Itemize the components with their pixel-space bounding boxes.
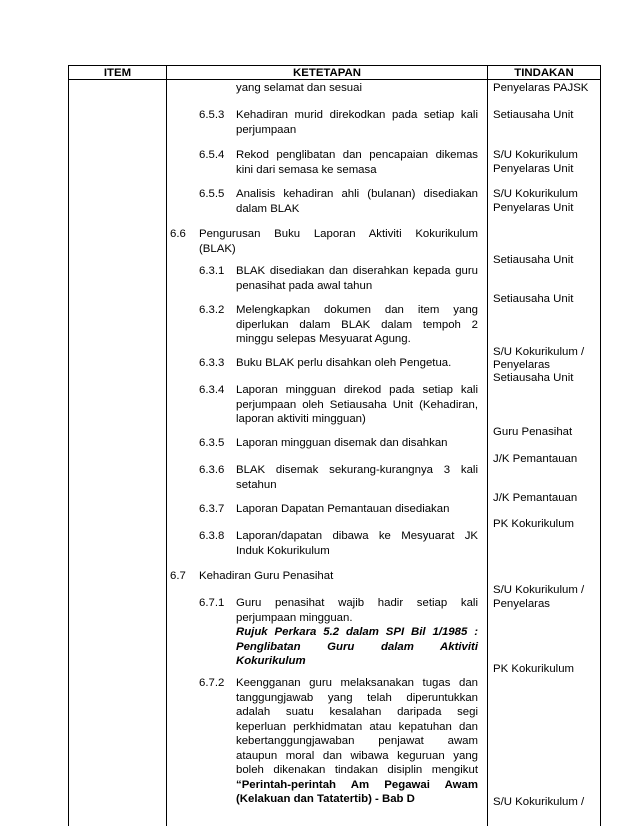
ketetapan-6-7-heading: Kehadiran Guru Penasihat — [199, 570, 334, 582]
item-number: 6.7.1 — [199, 597, 225, 609]
header-item: ITEM — [103, 67, 132, 79]
tindakan-text: Guru Penasihat — [493, 426, 573, 438]
tindakan-text: S/U Kokurikulum — [493, 149, 578, 161]
tindakan-text: Penyelaras Unit — [493, 163, 574, 175]
item-number: 6.3.2 — [199, 304, 225, 316]
table-right-border — [600, 65, 601, 826]
tindakan-text: S/U Kokurikulum / — [493, 584, 585, 596]
column-divider-item — [166, 65, 167, 826]
item-number: 6.5.3 — [199, 109, 225, 121]
ketetapan-6-6-heading: Pengurusan Buku Laporan Aktiviti Kokurikulum (BLAK) — [199, 228, 478, 255]
tindakan-text: Setiausaha Unit — [493, 109, 574, 121]
ketetapan-6-5-3: Kehadiran murid direkodkan pada setiap kali perjumpaan — [236, 109, 478, 136]
tindakan-text: J/K Pemantauan — [493, 492, 578, 504]
ketetapan-6-3-6: BLAK disemak sekurang-kurangnya 3 kali setahun — [236, 464, 478, 491]
ketetapan-6-5-5: Analisis kehadiran ahli (bulanan) disediakan dalam BLAK — [236, 188, 478, 215]
ketetapan-6-5-4: Rekod penglibatan dan pencapaian dikemas kini dari semasa ke semasa — [236, 149, 478, 176]
tindakan-text: S/U Kokurikulum / — [493, 796, 585, 808]
header-ketetapan: KETETAPAN — [293, 67, 361, 79]
ketetapan-6-7-1: Guru penasihat wajib hadir setiap kali perjumpaan mingguan. Rujuk Perkara 5.2 dalam SPI Bil 1/1985 : Penglibatan Guru dalam Aktiviti Kokurikulum — [236, 597, 478, 667]
table-left-border — [68, 65, 69, 826]
tindakan-text: PK Kokurikulum — [493, 518, 575, 530]
ketetapan-6-3-1: BLAK disediakan dan diserahkan kepada guru penasihat pada awal tahun — [236, 265, 478, 292]
item-number: 6.3.8 — [199, 530, 225, 542]
item-number: 6.5.4 — [199, 149, 225, 161]
tindakan-text: S/U Kokurikulum — [493, 188, 578, 200]
tindakan-text: J/K Pemantauan — [493, 453, 578, 465]
ketetapan-continuation: yang selamat dan sesuai — [236, 82, 363, 94]
ketetapan-6-3-5: Laporan mingguan disemak dan disahkan — [236, 437, 448, 449]
tindakan-text: Penyelaras — [493, 359, 550, 371]
item-number: 6.7.2 — [199, 677, 225, 689]
ketetapan-6-3-7: Laporan Dapatan Pemantauan disediakan — [236, 503, 450, 515]
item-number: 6.5.5 — [199, 188, 225, 200]
section-number: 6.7 — [170, 570, 186, 582]
item-number: 6.3.1 — [199, 265, 225, 277]
section-number: 6.6 — [170, 228, 186, 240]
item-number: 6.3.5 — [199, 437, 225, 449]
tindakan-text: Penyelaras — [493, 598, 550, 610]
ketetapan-6-3-8: Laporan/dapatan dibawa ke Mesyuarat JK Induk Kokurikulum — [236, 530, 478, 557]
ketetapan-6-3-4: Laporan mingguan direkod pada setiap kali perjumpaan oleh Setiausaha Unit (Kehadiran, laporan aktiviti mingguan) — [236, 384, 478, 425]
column-divider-tindakan — [487, 65, 488, 826]
tindakan-text: S/U Kokurikulum / — [493, 346, 585, 358]
item-number: 6.3.3 — [199, 357, 225, 369]
tindakan-text: Setiausaha Unit — [493, 293, 574, 305]
item-number: 6.3.6 — [199, 464, 225, 476]
ketetapan-6-3-3: Buku BLAK perlu disahkan oleh Pengetua. — [236, 357, 452, 369]
item-number: 6.3.7 — [199, 503, 225, 515]
header-tindakan: TINDAKAN — [514, 67, 574, 79]
tindakan-text: PK Kokurikulum — [493, 663, 575, 675]
tindakan-text: Penyelaras PAJSK — [493, 82, 589, 94]
tindakan-text: Penyelaras Unit — [493, 202, 574, 214]
tindakan-text: Setiausaha Unit — [493, 254, 574, 266]
ketetapan-6-3-2: Melengkapkan dokumen dan item yang diperlukan dalam BLAK dalam tempoh 2 minggu selepas Mesyuarat Agung. — [236, 304, 478, 345]
ketetapan-6-7-2: Keengganan guru melaksanakan tugas dan tanggungjawab yang telah diperuntukkan adalah suatu kesalahan daripada segi keperluan perkhidmatan atau kepatuhan dan kebertanggungjawaban penjawat awam ataupun moral dan wibawa keguruan yang boleh dikenakan tindakan disiplin mengikut “Perintah-perintah Am Pegawai Awam (Kelakuan dan Tatatertib) - Bab D — [236, 677, 478, 805]
tindakan-text: Setiausaha Unit — [493, 372, 574, 384]
item-number: 6.3.4 — [199, 384, 225, 396]
